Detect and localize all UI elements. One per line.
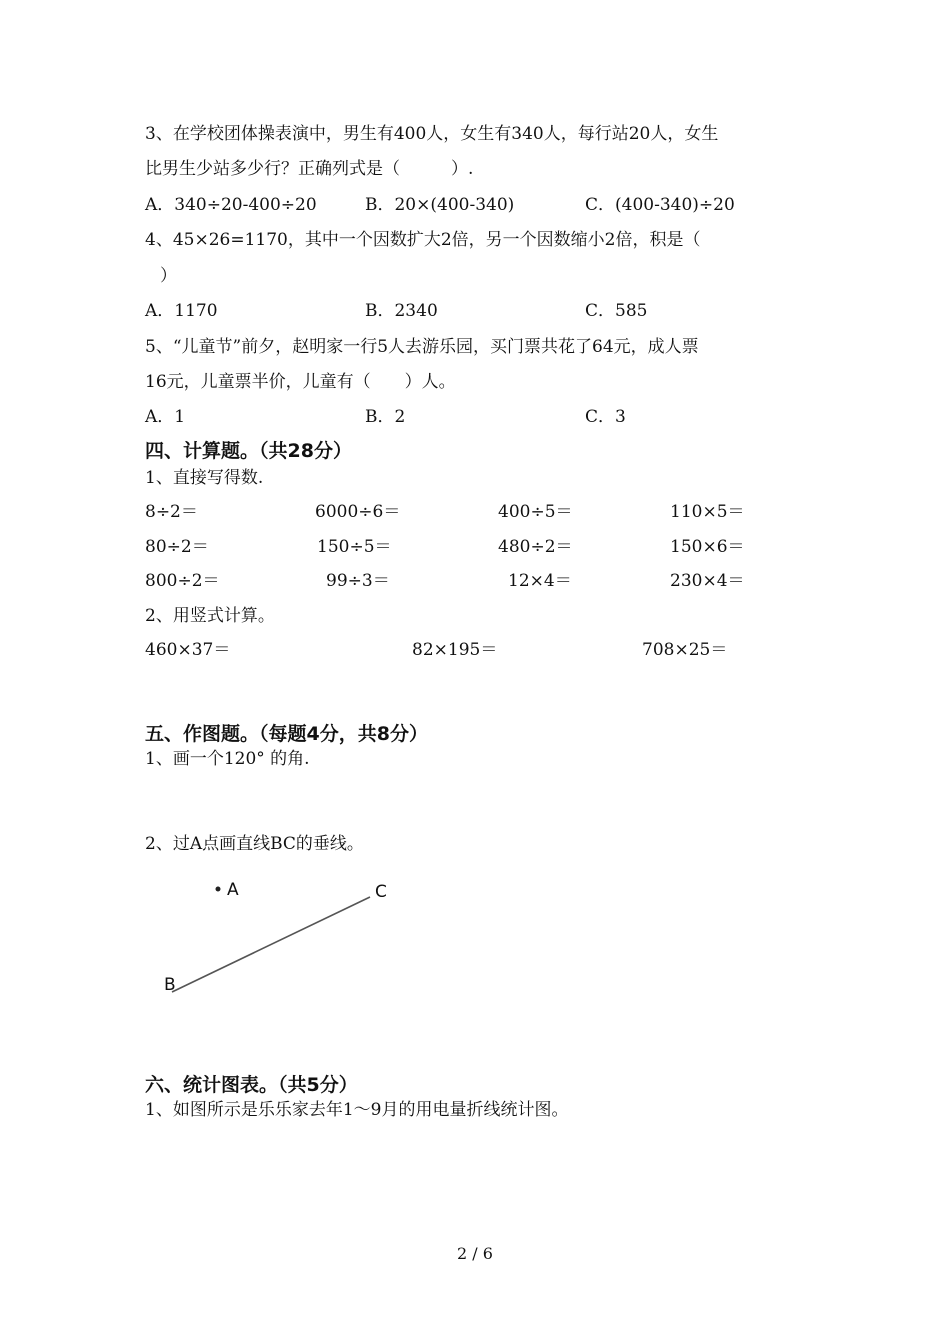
calc-item: 150÷5＝ (317, 537, 392, 557)
vertical-calc-item: 708×25＝ (642, 640, 728, 660)
q3-text-line1: 3、在学校团体操表演中，男生有400人，女生有340人，每行站20人，女生 (145, 124, 719, 144)
line-bc (172, 897, 370, 992)
q4-option-c: C．585 (585, 301, 648, 321)
section-4-sub1: 1、直接写得数. (145, 468, 264, 488)
calc-item: 6000÷6＝ (315, 502, 401, 522)
section-5-q1: 1、画一个120° 的角. (145, 749, 310, 769)
label-c: C (375, 882, 387, 902)
calc-item: 8÷2＝ (145, 502, 198, 522)
label-b: B (164, 975, 176, 995)
vertical-calc-item: 82×195＝ (412, 640, 498, 660)
q4-text-line1: 4、45×26=1170，其中一个因数扩大2倍，另一个因数缩小2倍，积是（ (145, 230, 701, 250)
section-5-q2: 2、过A点画直线BC的垂线。 (145, 834, 364, 854)
calc-item: 110×5＝ (670, 502, 745, 522)
q5-option-a: A．1 (145, 407, 186, 427)
q3-text-line2: 比男生少站多少行？正确列式是（ ）. (145, 159, 474, 179)
q3-option-a: A．340÷20-400÷20 (145, 195, 317, 215)
section-5-title: 五、作图题。（每题4分，共8分） (145, 723, 428, 745)
section-4-sub2: 2、用竖式计算。 (145, 606, 275, 626)
section-6-title: 六、统计图表。（共5分） (145, 1074, 358, 1096)
vertical-calc-item: 460×37＝ (145, 640, 231, 660)
q5-option-c: C．3 (585, 407, 626, 427)
label-a: A (227, 880, 239, 900)
q3-option-b: B．20×(400-340) (365, 195, 515, 215)
point-a-dot (216, 887, 221, 892)
q4-text-line2: ） (160, 266, 177, 286)
calc-item: 400÷5＝ (498, 502, 573, 522)
q4-option-b: B．2340 (365, 301, 438, 321)
q5-text-line2: 16元，儿童票半价，儿童有（ ）人。 (145, 372, 456, 392)
q4-option-a: A．1170 (145, 301, 218, 321)
section-6-q1: 1、如图所示是乐乐家去年1～9月的用电量折线统计图。 (145, 1100, 569, 1120)
calc-item: 800÷2＝ (145, 571, 220, 591)
q5-option-b: B．2 (365, 407, 406, 427)
calc-item: 230×4＝ (670, 571, 745, 591)
calc-item: 80÷2＝ (145, 537, 209, 557)
q3-option-c: C．(400-340)÷20 (585, 195, 735, 215)
calc-item: 480÷2＝ (498, 537, 573, 557)
calc-item: 150×6＝ (670, 537, 745, 557)
calc-item: 12×4＝ (508, 571, 572, 591)
section-4-title: 四、计算题。（共28分） (145, 440, 352, 462)
page-number: 2 / 6 (457, 1244, 493, 1263)
calc-item: 99÷3＝ (326, 571, 390, 591)
q5-text-line1: 5、“儿童节”前夕，赵明家一行5人去游乐园，买门票共花了64元，成人票 (145, 337, 699, 357)
